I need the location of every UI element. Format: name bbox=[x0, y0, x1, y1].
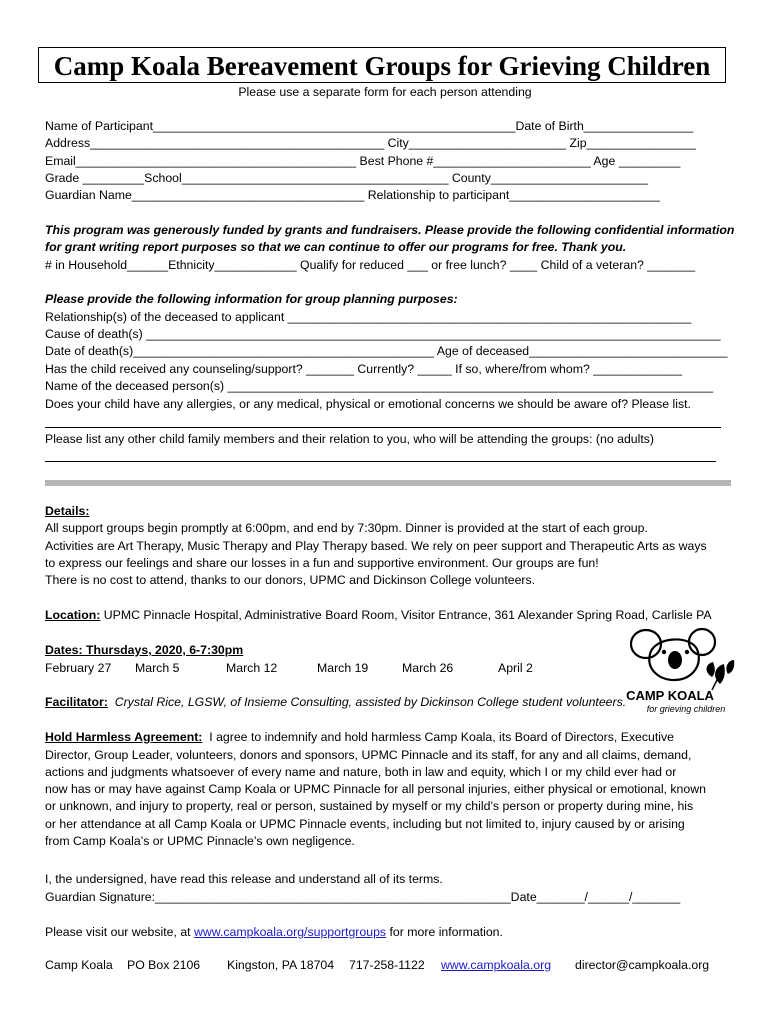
harmless-line: now has or may have against Camp Koala or UPMC Pinnacle for all personal injuries, either physical or emotional, known bbox=[45, 782, 706, 796]
cause-field[interactable]: Cause of death(s) ____________________________________________________________________________________ bbox=[45, 327, 721, 341]
harmless-line: actions and judgments whatsoever of every name and nature, both in law and equity, which I or my child ever had or bbox=[45, 765, 677, 779]
footer-phone: 717-258-1122 bbox=[349, 958, 425, 972]
details-line: Activities are Art Therapy, Music Therapy and Play Therapy based. We rely on peer support and Therapeutic Arts as ways bbox=[45, 539, 707, 553]
section-divider bbox=[45, 480, 731, 486]
facilitator bbox=[45, 694, 626, 711]
household-field[interactable]: # in Household______Ethnicity____________ Qualify for reduced ___ or free lunch? ____ Child of a veteran? _______ bbox=[45, 258, 696, 272]
date-item: March 26 bbox=[402, 661, 454, 675]
date-item: April 2 bbox=[498, 661, 533, 675]
signature-statement: I, the undersigned, have read this release and understand all of its terms. bbox=[45, 872, 443, 886]
guardian-field[interactable]: Guardian Name__________________________________ Relationship to participant______________________ bbox=[45, 188, 660, 202]
planning-heading: Please provide the following information for group planning purposes: bbox=[45, 292, 458, 306]
camp-koala-logo bbox=[620, 622, 735, 717]
relationship-field[interactable]: Relationship(s) of the deceased to applicant ___________________________________________________________ bbox=[45, 310, 692, 324]
details-line: There is no cost to attend, thanks to our donors, UPMC and Dickinson College volunteers. bbox=[45, 573, 536, 587]
details-line: to express our feelings and share our losses in a fun and supportive environment. Our groups are fun! bbox=[45, 556, 599, 570]
logo-tagline: for grieving children bbox=[646, 704, 726, 714]
email-field[interactable]: Email_________________________________________ Best Phone #_______________________ Age _________ bbox=[45, 154, 681, 168]
footer-city: Kingston, PA 18704 bbox=[227, 958, 335, 972]
location bbox=[45, 607, 712, 624]
harmless-text: I agree to indemnify and hold harmless Camp Koala, its Board of Directors, Executive bbox=[202, 730, 675, 744]
family-answer-line[interactable] bbox=[45, 461, 716, 462]
facilitator-label: Facilitator: bbox=[45, 695, 108, 709]
footer-email[interactable]: director@campkoala.org bbox=[575, 958, 710, 972]
support-groups-link[interactable]: www.campkoala.org/supportgroups bbox=[194, 925, 387, 939]
logo-name: CAMP KOALA bbox=[626, 688, 714, 703]
guardian-signature-field[interactable]: Guardian Signature:____________________________________________________Date_______/______/_______ bbox=[45, 890, 681, 904]
website-note bbox=[45, 924, 503, 941]
harmless-line: or unknown, and injury to property, real or person, sustained by myself or my child’s person or property during mine, his bbox=[45, 799, 694, 813]
website-suffix: for more information. bbox=[386, 925, 503, 939]
title-box bbox=[38, 47, 726, 83]
counseling-field[interactable]: Has the child received any counseling/support? _______ Currently? _____ If so, where/from whom? _____________ bbox=[45, 362, 683, 376]
koala-nose-icon bbox=[668, 651, 682, 669]
family-members-question: Please list any other child family members and their relation to you, who will be attending the groups: (no adults) bbox=[45, 432, 655, 446]
grade-school-field[interactable]: Grade _________School_______________________________________ County_______________________ bbox=[45, 171, 649, 185]
page-title: Camp Koala Bereavement Groups for Grieving Children bbox=[53, 51, 711, 81]
deceased-name-field[interactable]: Name of the deceased person(s) _______________________________________________________________________ bbox=[45, 379, 714, 393]
date-item: March 12 bbox=[226, 661, 278, 675]
details-heading: Details: bbox=[45, 504, 90, 518]
location-text: UPMC Pinnacle Hospital, Administrative Board Room, Visitor Entrance, 361 Alexander Spring Road, Carlisle PA bbox=[100, 608, 712, 622]
harmless-line: Director, Group Leader, volunteers, donors and sponsors, UPMC Pinnacle and its staff, for any and all claims, demand, bbox=[45, 748, 692, 762]
details-line: All support groups begin promptly at 6:00pm, and end by 7:30pm. Dinner is provided at the start of each group. bbox=[45, 521, 648, 535]
website-prefix: Please visit our website, at bbox=[45, 925, 194, 939]
footer-website-link[interactable]: www.campkoala.org bbox=[441, 958, 552, 972]
footer-pobox: PO Box 2106 bbox=[127, 958, 201, 972]
participant-name-field[interactable]: Name of Participant_____________________________________________________Date of Birth________________ bbox=[45, 119, 694, 133]
date-item: February 27 bbox=[45, 661, 112, 675]
subtitle: Please use a separate form for each person attending bbox=[238, 85, 532, 99]
allergies-question: Does your child have any allergies, or any medical, physical or emotional concerns we should be aware of? Please list. bbox=[45, 397, 691, 411]
harmless-line bbox=[45, 729, 674, 746]
facilitator-text: Crystal Rice, LGSW, of Insieme Consulting, assisted by Dickinson College student volunteers. bbox=[107, 695, 627, 709]
date-item: March 5 bbox=[135, 661, 180, 675]
harmless-line: from Camp Koala’s or UPMC Pinnacle’s own negligence. bbox=[45, 834, 355, 848]
harmless-line: or her attendance at all Camp Koala or UPMC Pinnacle events, including but not limited to, injury caused by or arising bbox=[45, 817, 685, 831]
location-label: Location: bbox=[45, 608, 101, 622]
harmless-label: Hold Harmless Agreement: bbox=[45, 730, 203, 744]
dates-heading: Dates: Thursdays, 2020, 6-7:30pm bbox=[45, 643, 244, 657]
funding-note: This program was generously funded by grants and fundraisers. Please provide the following confidential information bbox=[45, 223, 735, 237]
date-of-death-field[interactable]: Date of death(s)____________________________________________ Age of deceased_____________________________ bbox=[45, 344, 728, 358]
address-field[interactable]: Address___________________________________________ City_______________________ Zip________________ bbox=[45, 136, 696, 150]
footer-org: Camp Koala bbox=[45, 958, 113, 972]
date-item: March 19 bbox=[317, 661, 369, 675]
funding-note-2: for grant writing report purposes so that we can continue to offer our programs for free. Thank you. bbox=[45, 240, 627, 254]
allergies-answer-line[interactable] bbox=[45, 427, 721, 428]
koala-ear-right-icon bbox=[689, 629, 715, 655]
